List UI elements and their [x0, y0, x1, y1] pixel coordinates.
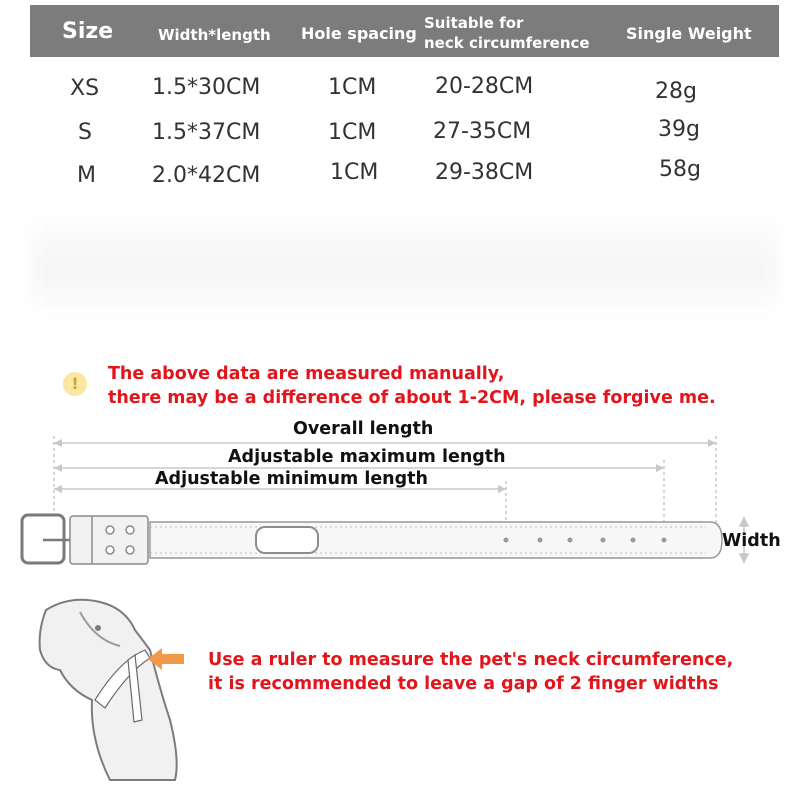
cell-hole-spacing: 1CM — [328, 75, 377, 100]
measure-tip-line2: it is recommended to leave a gap of 2 finger widths — [208, 674, 719, 694]
header-width-length: Width*length — [158, 26, 271, 44]
adjustable-min-label: Adjustable minimum length — [155, 469, 428, 489]
header-size: Size — [62, 19, 114, 44]
header-neck-line2: neck circumference — [424, 34, 590, 52]
adjustable-max-label: Adjustable maximum length — [228, 447, 506, 467]
exclamation-icon: ! — [63, 372, 87, 396]
header-hole-spacing: Hole spacing — [301, 24, 417, 43]
cell-size: S — [78, 120, 92, 145]
cell-neck: 20-28CM — [435, 74, 534, 99]
header-neck-line1: Suitable for — [424, 14, 524, 32]
measure-tip-line1: Use a ruler to measure the pet's neck circumference, — [208, 650, 734, 670]
cell-weight: 28g — [655, 79, 697, 104]
cell-neck: 27-35CM — [433, 119, 532, 144]
cell-size: M — [77, 163, 96, 188]
notice-line2: there may be a difference of about 1-2CM, please forgive me. — [108, 388, 716, 408]
cell-width-length: 2.0*42CM — [152, 163, 261, 188]
collar-strap — [150, 522, 722, 558]
header-single-weight: Single Weight — [626, 24, 752, 43]
cell-size: XS — [70, 76, 100, 101]
buckle-icon — [22, 515, 70, 563]
overall-length-label: Overall length — [293, 419, 434, 439]
cell-weight: 58g — [659, 157, 701, 182]
cell-neck: 29-38CM — [435, 160, 534, 185]
notice-line1: The above data are measured manually, — [108, 364, 505, 384]
cell-hole-spacing: 1CM — [328, 120, 377, 145]
cell-weight: 39g — [658, 117, 700, 142]
cell-hole-spacing: 1CM — [330, 160, 379, 185]
cell-width-length: 1.5*37CM — [152, 120, 261, 145]
width-label: Width — [722, 531, 781, 551]
cell-width-length: 1.5*30CM — [152, 75, 261, 100]
collar-keeper — [70, 516, 148, 564]
